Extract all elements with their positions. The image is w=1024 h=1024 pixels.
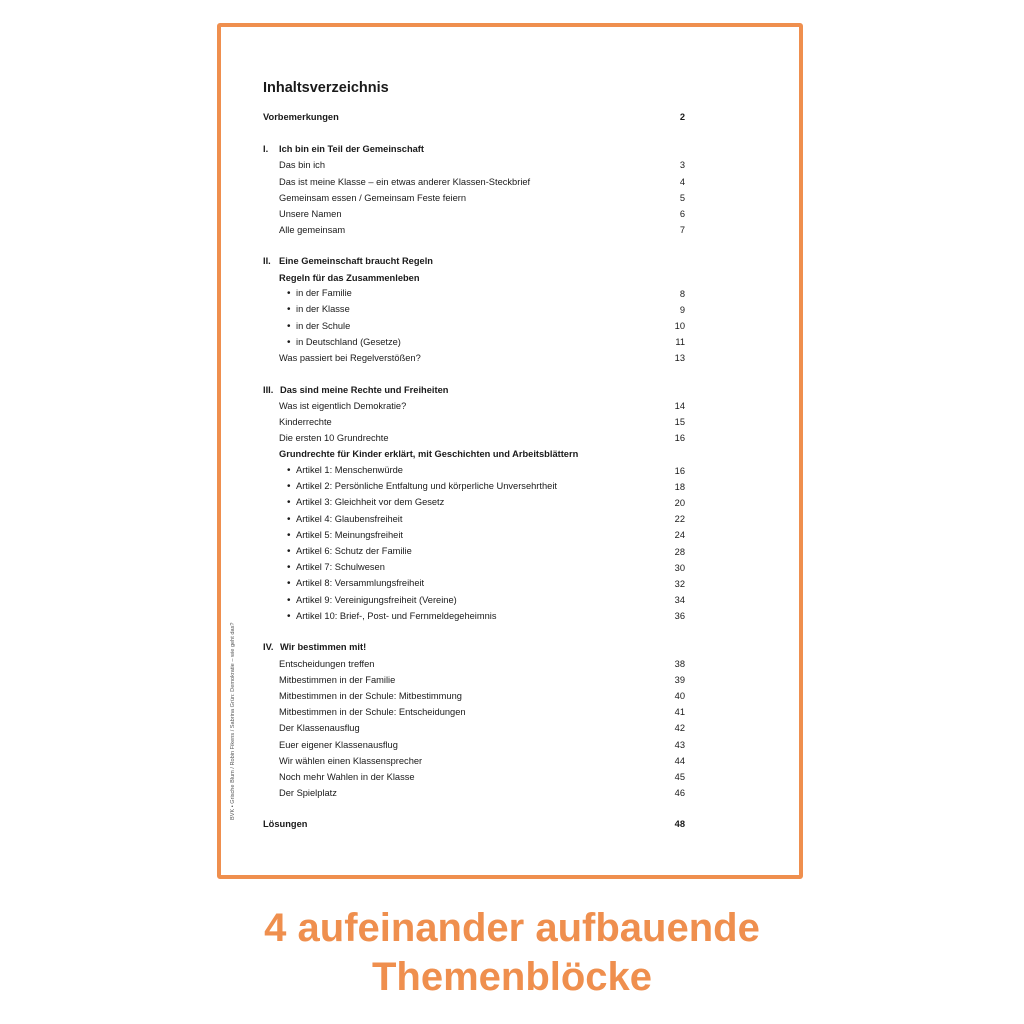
- toc-entry: Das bin ich 3: [279, 160, 685, 171]
- toc-bullet-entry: • Artikel 5: Meinungsfreiheit 24: [287, 529, 685, 541]
- section-heading-4: IV. Wir bestimmen mit!: [263, 642, 367, 653]
- toc-bullet-entry: • in der Klasse 9: [287, 304, 685, 316]
- toc-title: Inhaltsverzeichnis: [263, 80, 389, 96]
- toc-entry: Entscheidungen treffen 38: [279, 658, 685, 669]
- toc-entry: Euer eigener Klassenausflug 43: [279, 739, 685, 750]
- toc-bullet-entry: • Artikel 1: Menschenwürde 16: [287, 465, 685, 477]
- toc-bullet-entry: • in der Schule 10: [287, 320, 685, 332]
- toc-bullet-entry: • Artikel 7: Schulwesen 30: [287, 562, 685, 574]
- caption: [0, 904, 1024, 1002]
- table-of-contents: [263, 76, 685, 833]
- toc-entry: Mitbestimmen in der Schule: Mitbestimmung 40: [279, 691, 685, 701]
- toc-entry: Mitbestimmen in der Schule: Entscheidungen 41: [279, 707, 685, 718]
- section-heading-2: II. Eine Gemeinschaft braucht Regeln: [263, 256, 433, 267]
- toc-entry: Alle gemeinsam 7: [279, 225, 685, 236]
- toc-bullet-entry: • in der Familie 8: [287, 288, 685, 300]
- caption-line-1: 4 aufeinander aufbauende: [264, 906, 760, 950]
- toc-entry: Der Spielplatz 46: [279, 788, 685, 799]
- toc-bullet-entry: • Artikel 2: Persönliche Entfaltung und körperliche Unversehrtheit 18: [287, 481, 685, 493]
- caption-line-2: Themenblöcke: [371, 955, 653, 999]
- toc-entry: Was ist eigentlich Demokratie? 14: [279, 400, 685, 411]
- toc-entry: Kinderrechte 15: [279, 417, 685, 427]
- toc-bullet-entry: • Artikel 6: Schutz der Familie 28: [287, 546, 685, 557]
- toc-entry: Mitbestimmen in der Familie 39: [279, 674, 685, 685]
- toc-entry: Was passiert bei Regelverstößen? 13: [279, 353, 685, 364]
- toc-entry: Gemeinsam essen / Gemeinsam Feste feiern 5: [279, 192, 685, 203]
- toc-bullet-entry: • Artikel 3: Gleichheit vor dem Gesetz 20: [287, 497, 685, 509]
- subheading: Grundrechte für Kinder erklärt, mit Geschichten und Arbeitsblättern: [279, 449, 579, 460]
- toc-bullet-entry: • Artikel 8: Versammlungsfreiheit 32: [287, 578, 685, 590]
- toc-entry-loesungen: Lösungen 48: [263, 819, 685, 830]
- toc-entry: Wir wählen einen Klassensprecher 44: [279, 755, 685, 766]
- side-copyright-note: BVK • Grische Blum / Robin Fikens / Sabrina Grün: Demokratie – wie geht das?: [230, 622, 236, 820]
- toc-entry: Unsere Namen 6: [279, 208, 685, 219]
- toc-entry: Noch mehr Wahlen in der Klasse 45: [279, 771, 685, 782]
- toc-bullet-entry: • in Deutschland (Gesetze) 11: [287, 336, 685, 348]
- toc-bullet-entry: • Artikel 9: Vereinigungsfreiheit (Vereine) 34: [287, 594, 685, 606]
- toc-entry: Das ist meine Klasse – ein etwas anderer Klassen-Steckbrief 4: [279, 176, 685, 187]
- section-heading-3: III. Das sind meine Rechte und Freiheiten: [263, 384, 449, 395]
- toc-entry-vorbemerkungen: Vorbemerkungen 2: [263, 112, 685, 122]
- toc-entry: Die ersten 10 Grundrechte 16: [279, 433, 685, 444]
- subheading: Regeln für das Zusammenleben: [279, 272, 420, 283]
- toc-bullet-entry: • Artikel 4: Glaubensfreiheit 22: [287, 513, 685, 525]
- section-heading-1: I. Ich bin ein Teil der Gemeinschaft: [263, 144, 424, 155]
- toc-bullet-entry: • Artikel 10: Brief-, Post- und Fernmeldegeheimnis 36: [287, 610, 685, 622]
- toc-entry: Der Klassenausflug 42: [279, 723, 685, 734]
